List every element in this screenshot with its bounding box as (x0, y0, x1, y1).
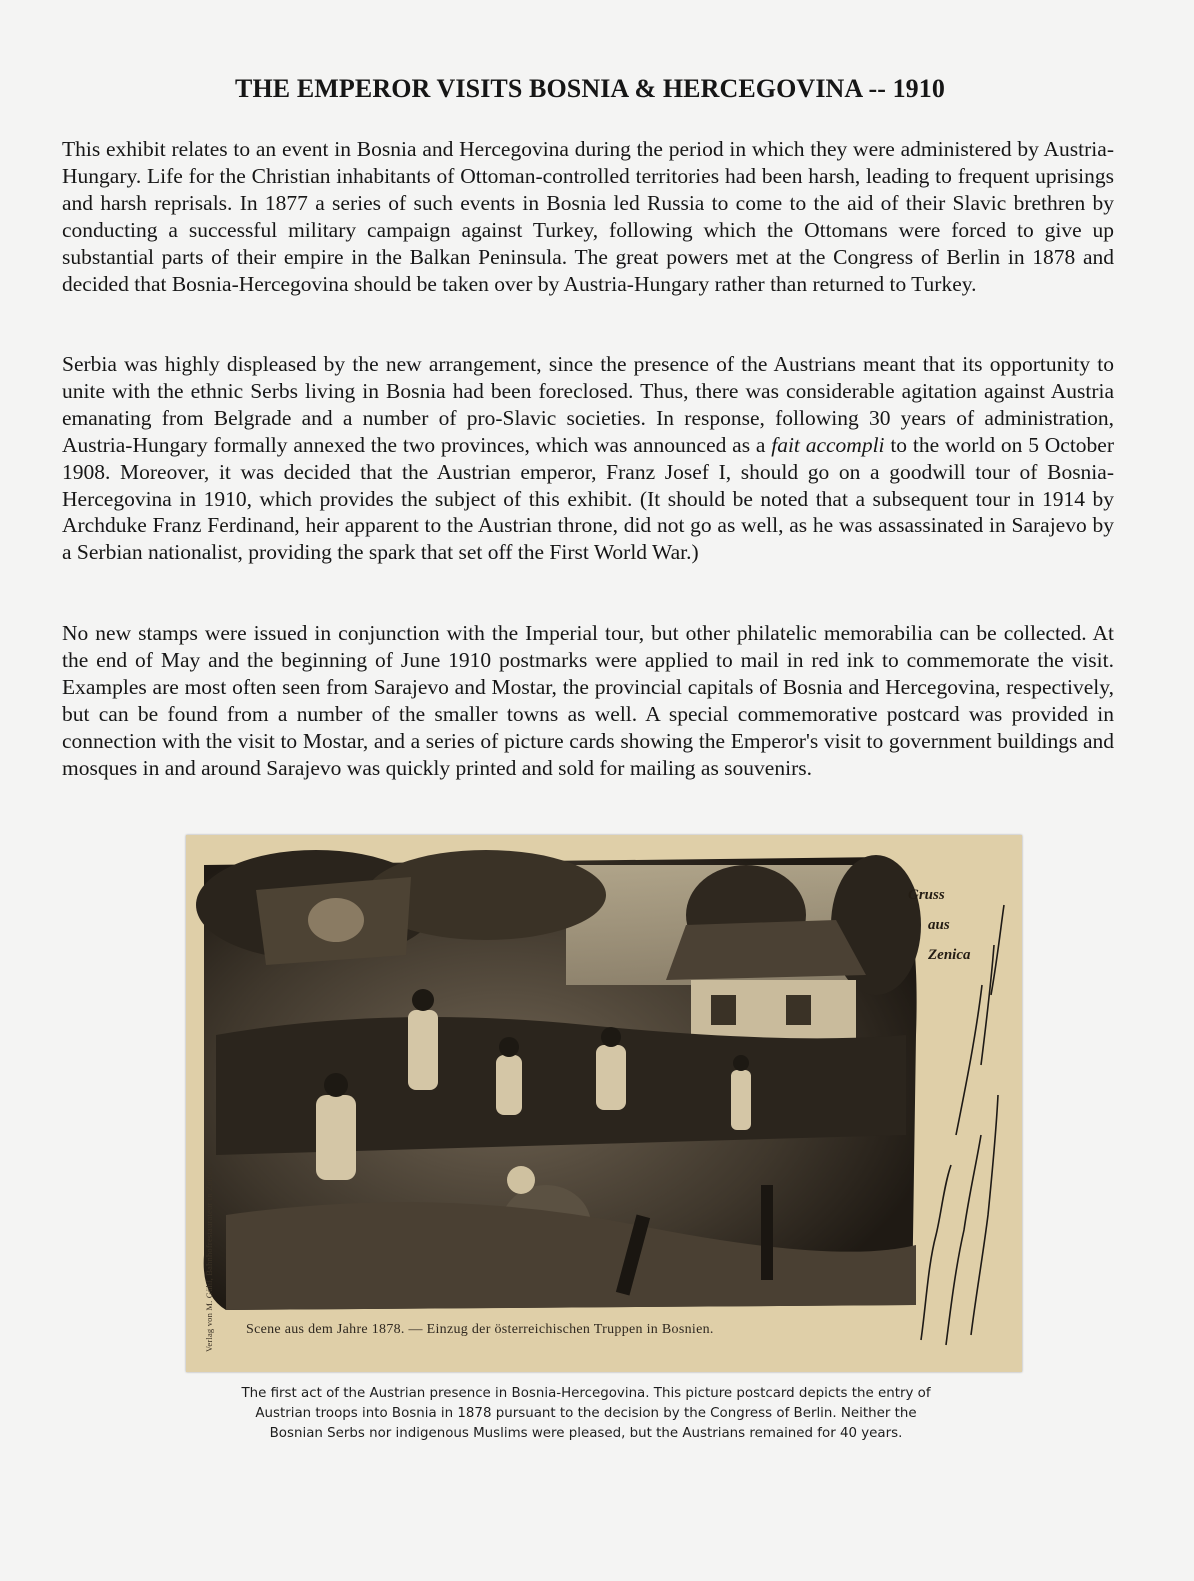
picture-postcard (186, 835, 1022, 1372)
postcard-publisher-imprint: Verlag von M. Gühl, Bahnhofrestaurateur in Zenica (204, 1166, 214, 1352)
figure-caption-line: Bosnian Serbs nor indigenous Muslims were pleased, but the Austrians remained for 40 years. (269, 1426, 903, 1441)
page-title: THE EMPEROR VISITS BOSNIA & HERCEGOVINA -- 1910 (235, 74, 945, 103)
annexation-paragraph (62, 351, 1114, 566)
gruss-text: Gruss (908, 887, 945, 903)
fait-accompli-term: fait accompli (771, 432, 885, 457)
intro-paragraph: This exhibit relates to an event in Bosnia and Hercegovina during the period in which they were administered by Austria-Hungary. Life for the Christian inhabitants of Ottoman-controlled territories had been harsh, leading to frequent uprisings and harsh reprisals. In 1877 a series of such events in Bosnia led Russia to come to the aid of their Slavic brethren by conducting a successful military campaign against Turkey, following which the Ottomans were forced to give up substantial parts of their empire in the Balkan Peninsula. The great powers met at the Congress of Berlin in 1878 and decided that Bosnia-Hercegovina should be taken over by Austria-Hungary rather than returned to Turkey. (62, 137, 1114, 296)
figure-caption-line: The first act of the Austrian presence in Bosnia-Hercegovina. This picture postcard depicts the entry of (241, 1386, 931, 1401)
annexation-text-end: to the world on 5 October 1908. Moreover, it was decided that the Austrian emperor, Franz Josef I, should go on a goodwill tour of Bosnia-Hercegovina in 1910, which provides the subject of this exhibit. (It should be noted that a subsequent tour in 1914 by Archduke Franz Ferdinand, heir apparent to the Austrian throne, did not go as well, as he was assassinated in Sarajevo by a Serbian nationalist, providing the spark that set off the First World War.) (62, 432, 1114, 565)
philatelic-paragraph: No new stamps were issued in conjunction with the Imperial tour, but other philatelic memorabilia can be collected. At the end of May and the beginning of June 1910 postmarks were applied to mail in red ink to commemorate the visit. Examples are most often seen from Sarajevo and Mostar, the provincial capitals of Bosnia and Hercegovina, respectively, but can be found from a number of the smaller towns as well. A special commemorative postcard was provided in connection with the visit to Mostar, and a series of picture cards showing the Emperor's visit to government buildings and mosques in and around Sarajevo was quickly printed and sold for mailing as souvenirs. (62, 621, 1114, 780)
figure-caption (186, 1384, 986, 1444)
postcard-illustration (186, 835, 1022, 1372)
town-name-text: Zenica (928, 947, 971, 963)
aus-text: aus (928, 917, 950, 933)
scene-engraving (196, 850, 921, 1310)
postcard-caption: Scene aus dem Jahre 1878. — Einzug der österreichischen Truppen in Bosnien. (246, 1322, 714, 1337)
figure-caption-line: Austrian troops into Bosnia in 1878 pursuant to the decision by the Congress of Berlin. Neither the (255, 1406, 917, 1421)
annexation-text-start: Serbia was highly displeased by the new arrangement, since the presence of the Austrians meant that its opportunity to unite with the ethnic Serbs living in Bosnia had been foreclosed. Thus, there was considerable agitation against Austria emanating from Belgrade and a number of pro-Slavic societies. In response, following 30 years of administration, Austria-Hungary formally annexed the two provinces, which was announced as a (62, 352, 1114, 457)
